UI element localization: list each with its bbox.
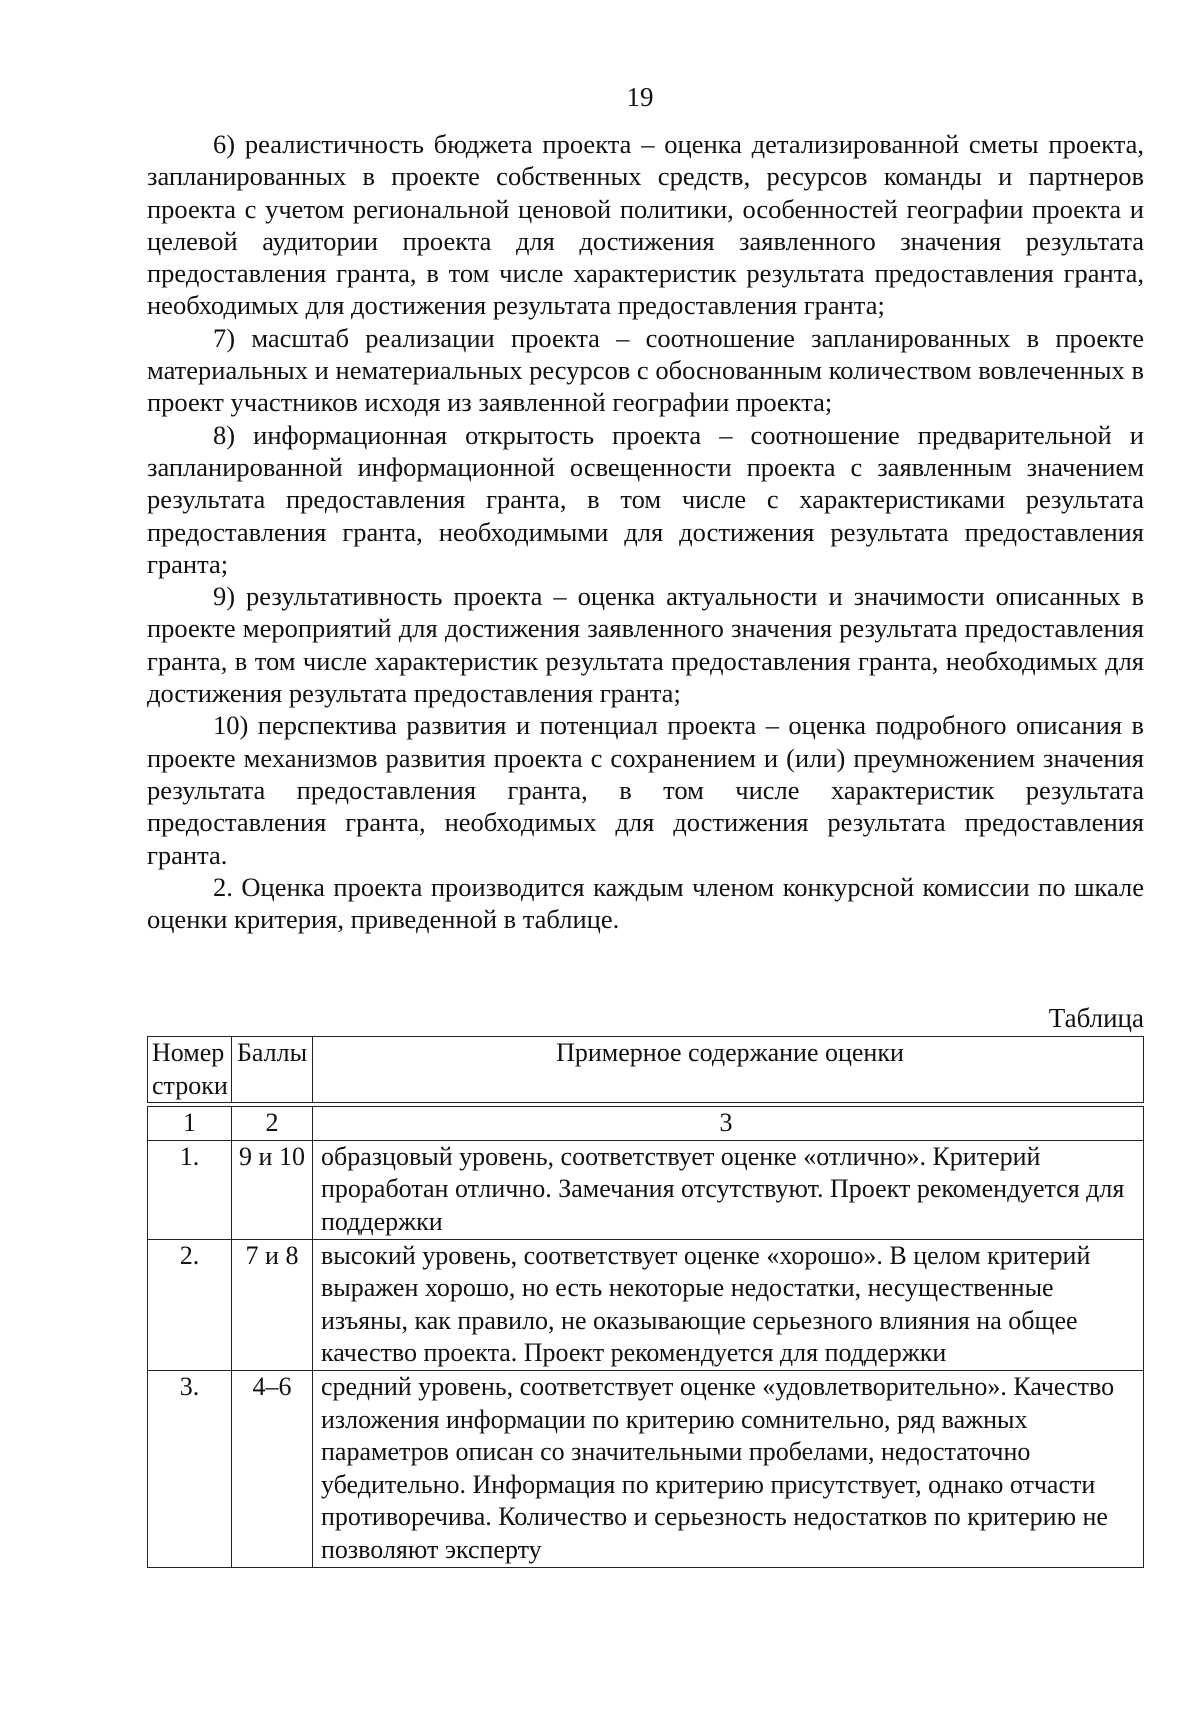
- header-points: Баллы: [232, 1037, 313, 1103]
- row-number: 3.: [148, 1370, 232, 1567]
- row-points: 9 и 10: [232, 1140, 313, 1239]
- header-content: Примерное содержание оценки: [313, 1037, 1144, 1103]
- table-caption: Таблица: [1048, 1003, 1144, 1033]
- column-number-1: 1: [148, 1107, 232, 1141]
- paragraph-item-8: 8) информационная открытость проекта – соотношение предварительной и запланированной информационной освещенности проекта с заявленным значением результата предоставления гранта, в том числе с характеристиками результата предоставления гранта, необходимыми для достижения результата предоставления гранта;: [147, 419, 1144, 579]
- table-column-numbers-row: [148, 1107, 1144, 1141]
- header-row-number: Номер строки: [148, 1037, 232, 1103]
- paragraph-section-2: 2. Оценка проекта производится каждым членом конкурсной комиссии по шкале оценки критерия, приведенной в таблице.: [147, 871, 1144, 935]
- table-row: [148, 1140, 1144, 1239]
- row-points: 7 и 8: [232, 1239, 313, 1370]
- table-row: [148, 1239, 1144, 1370]
- paragraph-item-7: 7) масштаб реализации проекта – соотношение запланированных в проекте материальных и нематериальных ресурсов с обоснованным количеством вовлеченных в проект участников исходя из заявленной географии проекта;: [147, 322, 1144, 418]
- row-content: образцовый уровень, соответствует оценке «отлично». Критерий проработан отлично. Замечания отсутствуют. Проект рекомендуется для поддержки: [313, 1140, 1144, 1239]
- page-number: 19: [626, 82, 654, 112]
- row-content: высокий уровень, соответствует оценке «хорошо». В целом критерий выражен хорошо, но есть некоторые недостатки, несущественные изъяны, как правило, не оказывающие серьезного влияния на общее качество проекта. Проект рекомендуется для поддержки: [313, 1239, 1144, 1370]
- table-row: [148, 1370, 1144, 1567]
- paragraph-item-6: 6) реалистичность бюджета проекта – оценка детализированной сметы проекта, запланированных в проекте собственных средств, ресурсов команды и партнеров проекта с учетом региональной ценовой политики, особенностей географии проекта и целевой аудитории проекта для достижения заявленного значения результата предоставления гранта, в том числе характеристик результата предоставления гранта, необходимых для достижения результата предоставления гранта;: [147, 129, 1144, 321]
- row-points: 4–6: [232, 1370, 313, 1567]
- document-body: [147, 128, 1144, 935]
- table-header-row: [148, 1037, 1144, 1103]
- row-number: 1.: [148, 1140, 232, 1239]
- row-number: 2.: [148, 1239, 232, 1370]
- paragraph-item-9: 9) результативность проекта – оценка актуальности и значимости описанных в проекте мероприятий для достижения заявленного значения результата предоставления гранта, в том числе характеристик результата предоставления гранта, необходимых для достижения результата предоставления гранта;: [147, 581, 1144, 709]
- column-number-2: 2: [232, 1107, 313, 1141]
- row-content: средний уровень, соответствует оценке «удовлетворительно». Качество изложения информации по критерию сомнительно, ряд важных параметров описан со значительными пробелами, недостаточно убедительно. Информация по критерию присутствует, однако отчасти противоречива. Количество и серьезность недостатков по критерию не позволяют эксперту: [313, 1370, 1144, 1567]
- paragraph-item-10: 10) перспектива развития и потенциал проекта – оценка подробного описания в проекте механизмов развития проекта с сохранением и (или) преумножением значения результата предоставления гранта, в том числе характеристик результата предоставления гранта, необходимых для достижения результата предоставления гранта.: [147, 710, 1144, 870]
- column-number-3: 3: [313, 1107, 1144, 1141]
- evaluation-scale-table: [147, 1036, 1144, 1568]
